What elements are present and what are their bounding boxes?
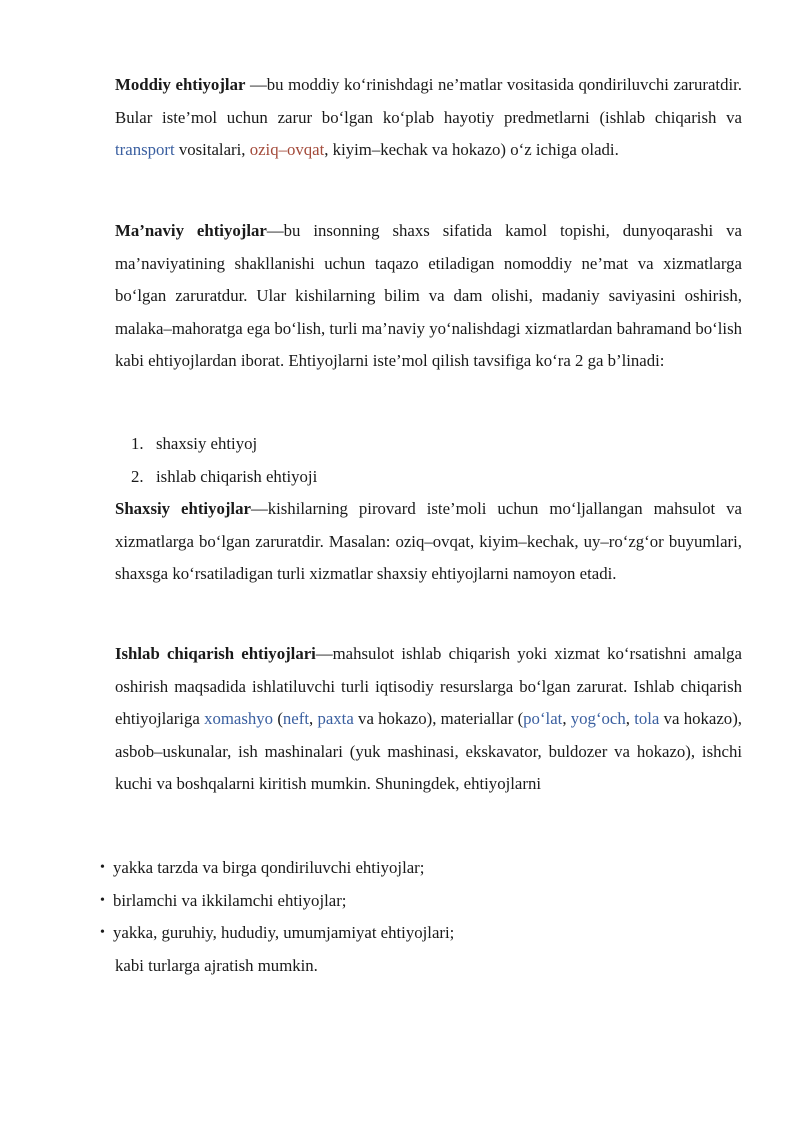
link-yogoch[interactable]: yog‘och: [570, 709, 626, 728]
paragraph-text: ,: [562, 709, 571, 728]
paragraph-text: vositalari,: [174, 140, 250, 159]
link-transport[interactable]: transport: [115, 140, 175, 159]
list-item: [100, 917, 600, 950]
paragraph-text: —bu moddiy ko‘rinishdagi ne’matlar vositasida qondiriluvchi zaruratdir. Bular iste’mol uchun zarur bo‘lgan ko‘plab hayotiy predmetlarni (ishlab chiqarish va: [115, 75, 742, 127]
list-item-text: ishlab chiqarish ehtiyoji: [156, 466, 318, 486]
bullet-list: [100, 852, 600, 950]
paragraph-moddiy: [115, 69, 742, 167]
term-manaviy: Ma’naviy ehtiyojlar: [115, 221, 267, 240]
paragraph-text: (: [273, 709, 283, 728]
closing-line: kabi turlarga ajratish mumkin.: [115, 956, 318, 975]
paragraph-text: —kishilarning pirovard iste’moli uchun mo‘ljallangan mahsulot va xizmatlarga bo‘lgan zaruratdir. Masalan: oziq–ovqat, kiyim–kechak, uy–ro‘zg‘or buyumlari, shaxsga ko‘rsatiladigan turli xizmatlar shaxsiy ehtiyojlarni namoyon etadi.: [115, 499, 742, 583]
paragraph-text: ,: [309, 709, 318, 728]
term-moddiy: Moddiy ehtiyojlar: [115, 75, 246, 94]
link-tola[interactable]: tola: [634, 709, 660, 728]
paragraph-ishlab: [115, 638, 742, 801]
term-shaxsiy: Shaxsiy ehtiyojlar: [115, 499, 251, 518]
list-item: [100, 852, 600, 885]
list-number: 2.: [131, 466, 144, 486]
link-paxta[interactable]: paxta: [317, 709, 354, 728]
link-neft[interactable]: neft: [282, 709, 309, 728]
list-item-text: yakka, guruhiy, hududiy, umumjamiyat ehtiyojlari;: [113, 923, 455, 942]
paragraph-text: —bu insonning shaxs sifatida kamol topishi, dunyoqarashi va ma’naviyatining shakllanishi uchun taqazo etiladigan nomoddiy ne’mat va xizmatlarga bo‘lgan zaruratdur. Ular kishilarning bilim va dam olishi, madaniy saviyasini oshirish, malaka–mahoratga ega bo‘lish, turli ma’naviy yo‘nalishdagi xizmatlardan bahramand bo‘lish kabi ehtiyojlardan iborat. Ehtiyojlarni iste’mol qilish tavsifiga ko‘ra 2 ga b’linadi:: [115, 221, 742, 370]
bullet-icon: •: [100, 892, 105, 908]
paragraph-text: va hokazo), asbob–uskunalar, ish mashinalari (yuk mashinasi, ekskavator, buldozer va hokazo), ishchi kuchi va boshqalarni kiritish mumkin. Shuningdek, ehtiyojlarni: [115, 709, 742, 793]
paragraph-shaxsiy: [115, 493, 742, 591]
list-item-text: shaxsiy ehtiyoj: [156, 434, 258, 453]
list-item-text: yakka tarzda va birga qondiriluvchi ehtiyojlar;: [113, 858, 425, 877]
link-xomashyo[interactable]: xomashyo: [204, 709, 274, 728]
paragraph-text: , kiyim–kechak va hokazo) o‘z ichiga oladi.: [324, 140, 619, 159]
list-number: 1.: [131, 434, 144, 453]
list-item: [131, 461, 531, 494]
bullet-icon: •: [100, 860, 105, 875]
list-item: [100, 885, 600, 918]
numbered-list: [131, 428, 531, 493]
paragraph-text: va hokazo), materiallar (: [353, 709, 524, 728]
paragraph-text: —mahsulot ishlab chiqarish yoki xizmat ko‘rsatishni amalga oshirish maqsadida ishlatiluvchi turli iqtisodiy resurslarga bo‘lgan zarurat. Ishlab chiqarish ehtiyojlariga: [115, 644, 742, 728]
list-item: [131, 428, 531, 461]
link-polat[interactable]: po‘lat: [523, 709, 563, 728]
paragraph-text: ,: [625, 709, 635, 728]
link-oziq-ovqat[interactable]: oziq–ovqat: [249, 140, 325, 159]
bullet-icon: •: [100, 925, 105, 940]
paragraph-manaviy: [115, 215, 742, 378]
list-item-text: birlamchi va ikkilamchi ehtiyojlar;: [113, 890, 347, 910]
term-ishlab: Ishlab chiqarish ehtiyojlari: [115, 644, 316, 663]
